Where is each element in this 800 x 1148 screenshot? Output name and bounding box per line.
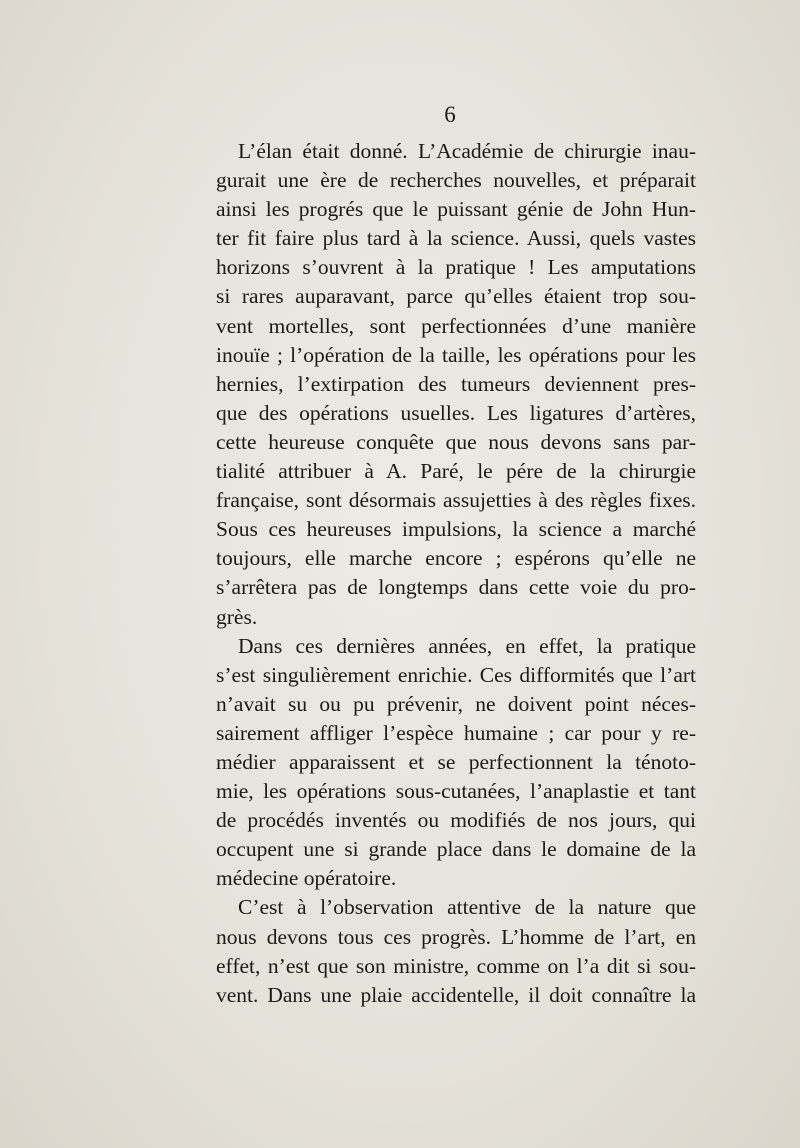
- text-line: vent mortelles, sont perfectionnées d’une manière: [216, 313, 696, 338]
- text-line: L’élan était donné. L’Académie de chirurgie inau-: [238, 139, 696, 163]
- text-line: C’est à l’observation attentive de la nature que: [238, 895, 696, 920]
- text-line: vent. Dans une plaie accidentelle, il doit connaître la: [216, 982, 696, 1007]
- paragraph: [216, 137, 696, 632]
- text-line: s’est singulièrement enrichie. Ces difformités que l’art: [216, 662, 696, 687]
- text-line: gurait une ère de recherches nouvelles, et préparait: [216, 168, 696, 193]
- text-line: hernies, l’extirpation des tumeurs deviennent pres-: [216, 371, 696, 396]
- text-line: effet, n’est que son ministre, comme on l’a dit si sou-: [216, 953, 696, 978]
- text-line: s’arrêtera pas de longtemps dans cette voie du pro-: [216, 575, 696, 600]
- text-line: horizons s’ouvrent à la pratique ! Les amputations: [216, 255, 696, 280]
- text-line: Sous ces heureuses impulsions, la science a marché: [216, 517, 696, 542]
- text-line: nous devons tous ces progrès. L’homme de l’art, en: [216, 924, 696, 949]
- text-line: si rares auparavant, parce qu’elles étaient trop sou-: [216, 284, 696, 309]
- text-line: inouïe ; l’opération de la taille, les opérations pour les: [216, 342, 696, 367]
- text-line: grès.: [216, 604, 258, 629]
- text-line: ainsi les progrés que le puissant génie de John Hun-: [216, 197, 696, 222]
- page-number: 6: [444, 102, 456, 127]
- text-line: cette heureuse conquête que nous devons sans par-: [216, 429, 696, 454]
- paragraph: [216, 893, 696, 1009]
- text-line: ter fit faire plus tard à la science. Aussi, quels vastes: [216, 226, 696, 251]
- text-line: médecine opératoire.: [216, 866, 397, 891]
- text-line: médier apparaissent et se perfectionnent la ténoto-: [216, 749, 696, 774]
- text-line: sairement affliger l’espèce humaine ; car pour y re-: [216, 720, 696, 745]
- text-line: française, sont désormais assujetties à des règles fixes.: [216, 488, 696, 513]
- text-line: occupent une si grande place dans le domaine de la: [216, 837, 696, 862]
- text-line: toujours, elle marche encore ; espérons qu’elle ne: [216, 546, 696, 571]
- text-line: n’avait su ou pu prévenir, ne doivent point néces-: [216, 691, 696, 716]
- text-line: Dans ces dernières années, en effet, la pratique: [238, 633, 696, 658]
- text-line: que des opérations usuelles. Les ligatures d’artères,: [216, 400, 696, 425]
- text-line: de procédés inventés ou modifiés de nos jours, qui: [216, 808, 696, 833]
- body-text: [216, 137, 696, 1010]
- paragraph: [216, 632, 696, 894]
- text-line: tialité attribuer à A. Paré, le pére de la chirurgie: [216, 459, 696, 484]
- text-line: mie, les opérations sous-cutanées, l’anaplastie et tant: [216, 779, 696, 804]
